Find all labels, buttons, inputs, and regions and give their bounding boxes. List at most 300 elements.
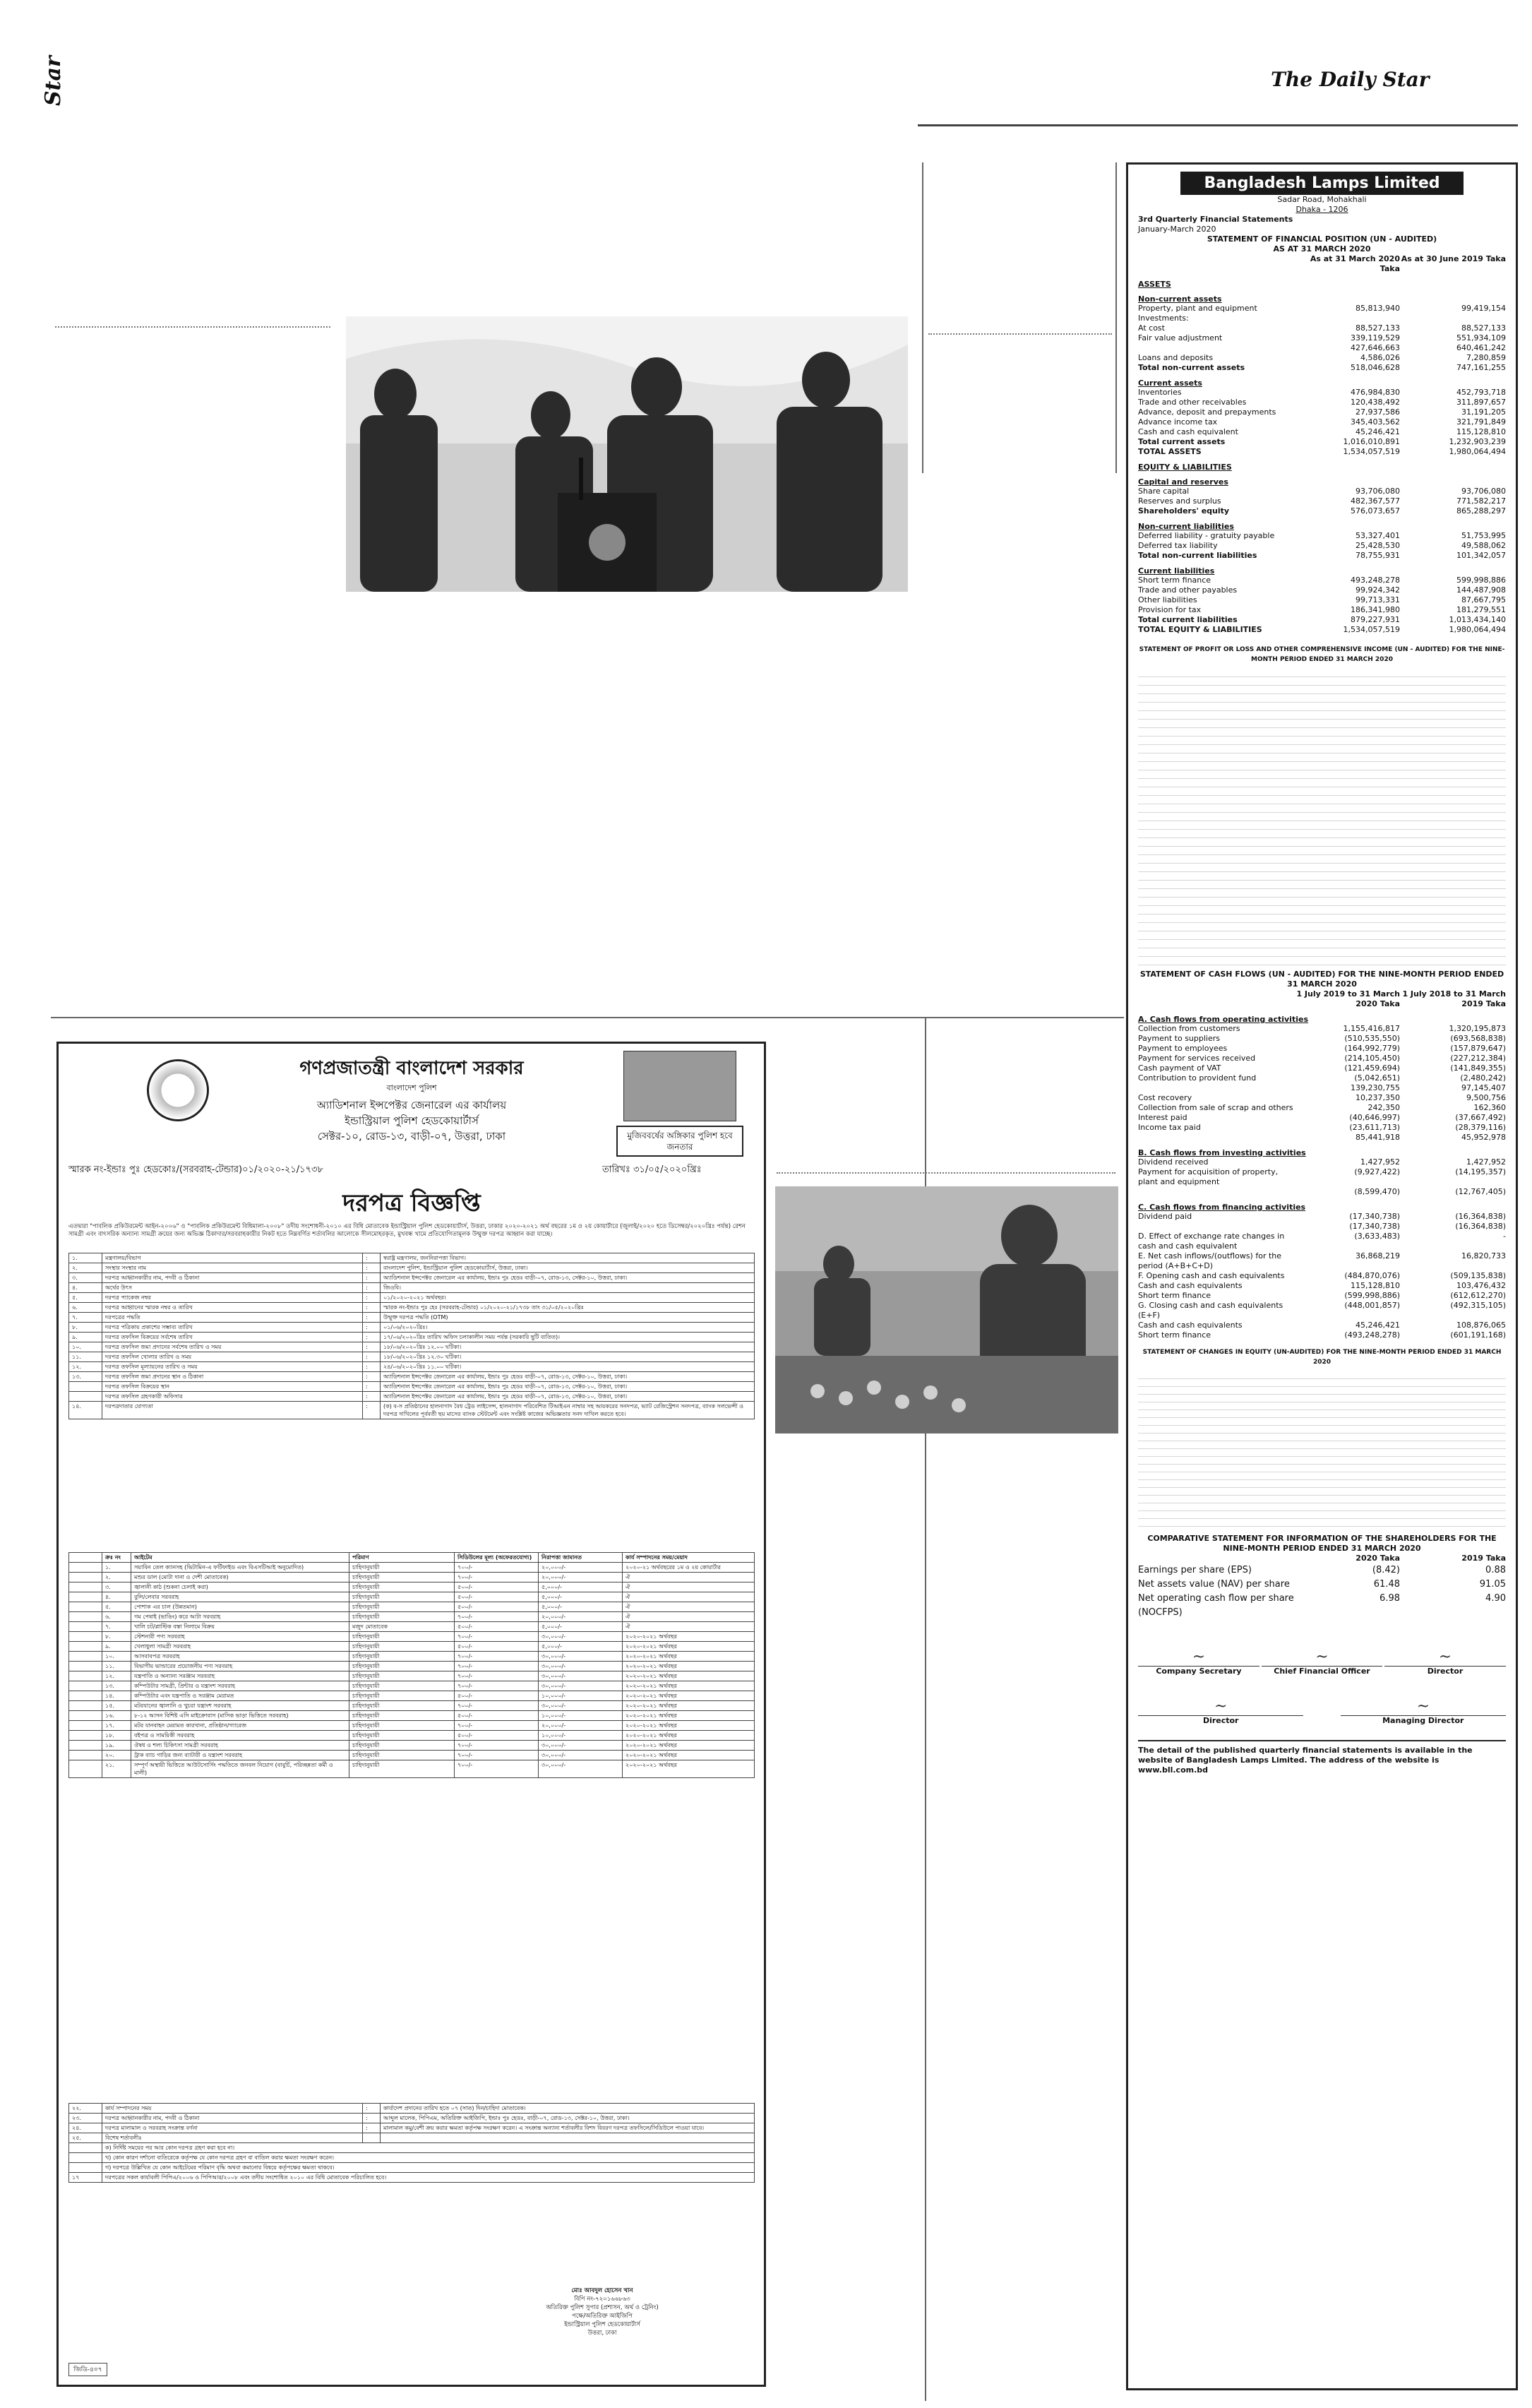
row-value: অ্যাডিশনাল ইন্সপেক্টর জেনারেল এর কার্যালয়, ইন্ডাঃ পুঃ হেডঃ বাড়ী-০৭, রোড-১৩, সেক্টর-১০, উত্তরা, ঢাকা। [383, 1275, 628, 1281]
row-value: 1,980,064,494 [1449, 625, 1506, 634]
item-no: ১৭. [102, 1721, 131, 1730]
row-value: 45,246,421 [1356, 427, 1400, 436]
row-value: দরপত্রের সকল কার্যাবলী পিপিএ/২০০৬ ও পিপিআর/২০০৮ এবং তদীয় সংশোধিত ২০১০ এর বিধি মোতাবেক পরিচালিত হবে। [105, 2174, 387, 2181]
row-label: সংস্থার সংস্থার নাম [102, 1263, 363, 1272]
row-separator: : [363, 1273, 381, 1282]
section-heading: Current assets [1138, 379, 1202, 388]
column-label: As at 31 March 2020 Taka [1310, 254, 1400, 273]
item-item: গম পেষাই (ভাঙিং) করে আটা সরবরাহ [131, 1612, 349, 1621]
item-no: ১৪. [102, 1691, 131, 1700]
item-price: ৭০০/- [455, 1573, 539, 1582]
item-qty: চাহিদানুযায়ী [349, 1701, 455, 1710]
notice-heading: দরপত্র বিজ্ঞপ্তি [342, 1189, 481, 1217]
row-value: 242,350 [1368, 1103, 1400, 1112]
item-price: ৫০০/- [455, 1592, 539, 1602]
row-label: Contribution to provident fund [1138, 1073, 1257, 1083]
financial-row [1138, 595, 1506, 605]
item-price: ৫০০/- [455, 1691, 539, 1700]
press-conference-photo [346, 316, 908, 592]
item-no: ৮. [102, 1632, 131, 1641]
pl-table-block [1138, 669, 1506, 965]
financial-row [1138, 605, 1506, 615]
item-row [69, 1563, 754, 1573]
comparative-row [1138, 1592, 1506, 1620]
row-number [69, 1392, 102, 1401]
item-no: ১৮. [102, 1731, 131, 1740]
row-value: 78,755,931 [1356, 551, 1400, 560]
row-label: Advance, deposit and prepayments [1138, 407, 1276, 417]
row-value: (448,001,857) [1344, 1301, 1400, 1310]
info-row [69, 1323, 754, 1333]
row-value: উন্মুক্ত দরপত্র পদ্ধতি (OTM) [383, 1314, 448, 1321]
row-spacer [69, 1602, 102, 1611]
row-spacer [69, 1662, 102, 1671]
financial-row [1138, 1093, 1506, 1103]
row-value: 88,527,133 [1356, 323, 1400, 333]
section-heading: Current liabilities [1138, 566, 1215, 576]
item-no: ১. [102, 1563, 131, 1572]
row-spacer [69, 1741, 102, 1750]
signers-row: ~ Company Secretary ~ Chief Financial Officer ~ Director [1138, 1648, 1506, 1676]
row-value: 4.90 [1485, 1593, 1506, 1604]
header-cell: পরিমাণ [349, 1553, 455, 1562]
row-number: ১. [69, 1253, 102, 1263]
row-label: Deferred tax liability [1138, 541, 1218, 550]
slogan-box: মুজিববর্ষের অঙ্গিকার পুলিশ হবে জনতার [616, 1126, 743, 1157]
row-value: অ্যাডিশনাল ইন্সপেক্টর জেনারেল এর কার্যালয়, ইন্ডাঃ পুঃ হেডঃ বাড়ী-০৭, রোড-১৩, সেক্টর-১০, উত্তরা, ঢাকা। [383, 1383, 628, 1390]
item-security: ২০,০০০/- [539, 1563, 623, 1572]
factory-workers-photo [775, 1186, 1118, 1434]
row-value: (8.42) [1372, 1565, 1400, 1575]
financial-row [1138, 1301, 1506, 1321]
section-heading: Capital and reserves [1138, 477, 1228, 487]
row-value: 771,582,217 [1456, 496, 1506, 506]
row-label: দরপত্র প্যাকেজ নম্বর [102, 1293, 363, 1302]
company-address: Sadar Road, Mohakhali [1277, 195, 1367, 204]
item-qty: চাহিদানুযায়ী [349, 1721, 455, 1730]
row-label: দরপত্র আহ্বানকারীর নাম, পদবী ও ঠিকানা [102, 2114, 363, 2123]
row-value: 115,128,810 [1456, 427, 1506, 436]
row-value: 85,441,918 [1356, 1133, 1400, 1142]
row-value: 103,476,432 [1456, 1281, 1506, 1290]
row-label: Trade and other payables [1138, 585, 1238, 595]
row-value: 25,428,530 [1356, 541, 1400, 550]
row-separator: : [363, 1283, 381, 1292]
row-value: (599,998,886) [1344, 1291, 1400, 1300]
row-label: Total current liabilities [1138, 615, 1238, 624]
item-no: ৩. [102, 1583, 131, 1592]
row-label: দরপত্র পত্রিকায় প্রকাশের সম্ভাব্য তারিখ [102, 1323, 363, 1332]
comp-title: COMPARATIVE STATEMENT FOR INFORMATION OF THE SHAREHOLDERS FOR THE NINE-MONTH PERIOD ENDED 31 MARCH 2020 [1147, 1534, 1497, 1553]
row-value: 93,706,080 [1461, 487, 1506, 496]
item-item: জ্বালানী কাঠ (শুকনা চেলাই করা) [131, 1583, 349, 1592]
row-label: দরপত্র তফসিল মূল্যায়নের তারিখ ও সময় [102, 1362, 363, 1371]
item-period: ২০২০-২০২১ অর্থবছর [626, 1643, 677, 1650]
row-value: 551,934,109 [1456, 333, 1506, 342]
item-price: ৫০০/- [455, 1622, 539, 1631]
item-qty: চাহিদানুযায়ী [349, 1681, 455, 1691]
row-value: 27,937,586 [1356, 407, 1400, 417]
financial-row [1138, 1232, 1506, 1251]
financial-row [1138, 447, 1506, 457]
item-no: ৭. [102, 1622, 131, 1631]
signer-title: Director [1138, 1715, 1303, 1726]
item-item: খালি চট/প্লাস্টিক বস্তা নিলামে বিক্রয় [131, 1622, 349, 1631]
row-label: Cash and cash equivalent [1138, 427, 1238, 436]
row-number: ৯. [69, 1333, 102, 1342]
item-qty: চাহিদানুযায়ী [349, 1583, 455, 1592]
row-number: ১৩. [69, 1372, 102, 1381]
row-number: ৫. [69, 1293, 102, 1302]
item-qty: চাহিদানুযায়ী [349, 1671, 455, 1681]
item-period: ২০২০-২০২১ অর্থবছর [626, 1693, 677, 1699]
row-number: ৭. [69, 1313, 102, 1322]
item-qty: চাহিদানুযায়ী [349, 1662, 455, 1671]
row-label: Short term finance [1138, 1330, 1211, 1340]
row-value: (121,459,694) [1344, 1063, 1400, 1073]
item-item: কম্পিউটার এবং যন্ত্রপাতি ও সরঞ্জাম মেরামত [131, 1691, 349, 1700]
row-value: (17,340,738) [1349, 1222, 1400, 1231]
item-qty: চাহিদানুযায়ী [349, 1731, 455, 1740]
row-separator: : [363, 1253, 381, 1263]
final-row [69, 2173, 754, 2183]
row-number: ১৭ [69, 2173, 102, 2182]
row-value: 4,586,026 [1360, 353, 1400, 362]
row-label: বিশেষ শর্তাবলীঃ [102, 2133, 363, 2142]
row-label: Dividend paid [1138, 1212, 1192, 1221]
dotted-separator [55, 326, 330, 328]
row-separator: : [363, 2114, 381, 2123]
financial-row [1138, 304, 1506, 314]
tender-notice-ad [56, 1042, 766, 2387]
row-value: 1,232,903,239 [1449, 437, 1506, 446]
row-value: 162,360 [1473, 1103, 1506, 1112]
row-separator: : [363, 1402, 381, 1419]
financial-row [1138, 1073, 1506, 1083]
row-label: Property, plant and equipment [1138, 304, 1257, 313]
row-label: কার্য সম্পাদনের সময় [102, 2104, 363, 2113]
row-spacer [69, 1612, 102, 1621]
item-security: ২০,০০০/- [539, 1573, 623, 1582]
cf-title: STATEMENT OF CASH FLOWS (UN - AUDITED) FOR THE NINE-MONTH PERIOD ENDED 31 MARCH 2020 [1139, 970, 1504, 989]
item-item: আসবাবপত্র সরবরাহ [131, 1652, 349, 1661]
item-period: ঐ [626, 1574, 630, 1580]
section-heading: A. Cash flows from operating activities [1138, 1015, 1308, 1024]
item-no: ১১. [102, 1662, 131, 1671]
row-value: (2,480,242) [1460, 1073, 1506, 1083]
condition-row [69, 2153, 754, 2163]
item-security: ৩০,০০০/- [539, 1751, 623, 1760]
item-security: ২০,০০০/- [539, 1721, 623, 1730]
row-spacer [69, 1681, 102, 1691]
row-number: ২. [69, 1263, 102, 1272]
financial-row [1138, 407, 1506, 417]
item-qty: চাহিদানুযায়ী [349, 1691, 455, 1700]
row-value: (509,135,838) [1450, 1271, 1506, 1280]
item-security: ৩০,০০০/- [539, 1632, 623, 1641]
row-number: ২৪. [69, 2123, 102, 2133]
financial-row [1138, 1024, 1506, 1034]
item-period: ২০২০-২০২১ অর্থবছর [626, 1663, 677, 1669]
row-label [1138, 1133, 1294, 1143]
row-label: দরপত্রদাতার যোগ্যতা [102, 1402, 363, 1419]
financial-row [1138, 1123, 1506, 1133]
item-period: ২০২০-২০২১ অর্থবছর [626, 1762, 677, 1768]
item-security: ৫,০০০/- [539, 1592, 623, 1602]
row-value: (9,927,422) [1354, 1167, 1400, 1176]
row-separator: : [363, 1293, 381, 1302]
item-qty: চাহিদানুযায়ী [349, 1632, 455, 1641]
row-value: (214,105,450) [1344, 1054, 1400, 1063]
row-value: (493,248,278) [1344, 1330, 1400, 1340]
item-period: ২০২০-২০২১ অর্থবছর [626, 1683, 677, 1689]
row-value: 49,588,062 [1461, 541, 1506, 550]
row-value: (492,315,105) [1450, 1301, 1506, 1310]
row-value: ০১/২০২০-২০২১ অর্থবছর। [383, 1294, 446, 1301]
info-row [69, 1263, 754, 1273]
item-row [69, 1691, 754, 1701]
report-period: January-March 2020 [1138, 225, 1216, 234]
item-security: ৩০,০০০/- [539, 1652, 623, 1661]
row-label: TOTAL EQUITY & LIABILITIES [1138, 625, 1262, 634]
cf-column-header [1138, 989, 1506, 1009]
item-price: ৭০০/- [455, 1741, 539, 1750]
row-label: মন্ত্রণালয়/বিভাগ [102, 1253, 363, 1263]
section-heading: C. Cash flows from financing activities [1138, 1203, 1306, 1212]
row-number: ১১. [69, 1352, 102, 1361]
item-period: ২০২০-২০২১ অর্থবছর [626, 1752, 677, 1758]
info-row [69, 1402, 754, 1419]
tail-row [69, 2123, 754, 2133]
financial-row [1138, 353, 1506, 363]
item-price: ৫০০/- [455, 1583, 539, 1592]
row-value: 6.98 [1380, 1593, 1400, 1604]
row-spacer [69, 1751, 102, 1760]
financial-row [1138, 1271, 1506, 1281]
row-separator: : [363, 1352, 381, 1361]
row-value: 186,341,980 [1351, 605, 1400, 614]
financial-row [1138, 437, 1506, 447]
row-value: - [1503, 1232, 1506, 1241]
row-value: 1,427,952 [1466, 1157, 1506, 1167]
item-item: ট্রাক ব্যাচ গাড়ির জন্য ব্যাটারী ও যন্ত্রাংশ সরবরাহ [131, 1751, 349, 1760]
item-item: ৮-১২ আসন বিশিষ্ট এসি মাইক্রোবাস (মাসিক ভাড়া ভিত্তিতে সরবরাহ) [131, 1711, 349, 1720]
row-separator: : [363, 2104, 381, 2113]
financial-row [1138, 1187, 1506, 1197]
row-label: Net assets value (NAV) per share [1138, 1579, 1290, 1590]
row-value: আব্দুল মালেক, পিপিএম, অতিরিক্ত আইজিপি, ইন্ডাঃ পুঃ হেডঃ, বাড়ী-০৭, রোড-১৩, সেক্টর-১০, উত্তরা, ঢাকা। [383, 2115, 630, 2121]
row-separator: : [363, 1263, 381, 1272]
row-value: (16,364,838) [1455, 1212, 1506, 1221]
row-value: 181,279,551 [1456, 605, 1506, 614]
comparative-row [1138, 1578, 1506, 1592]
row-value: (40,646,997) [1349, 1113, 1400, 1122]
row-spacer [69, 1632, 102, 1641]
item-price: ৭০০/- [455, 1563, 539, 1572]
row-separator: : [363, 1392, 381, 1401]
org-line: অ্যাডিশনাল ইন্সপেক্টর জেনারেল এর কার্যালয় [316, 1099, 507, 1111]
dotted-separator [928, 333, 1112, 335]
item-security: ৩০,০০০/- [539, 1701, 623, 1710]
row-value: 139,230,755 [1351, 1083, 1400, 1092]
row-label: Payment to employees [1138, 1044, 1228, 1053]
item-no: ২০. [102, 1751, 131, 1760]
row-value: 45,246,421 [1356, 1321, 1400, 1330]
financial-row [1138, 343, 1506, 353]
info-row [69, 1352, 754, 1362]
row-number: ১৪. [69, 1402, 102, 1419]
financial-row [1138, 388, 1506, 398]
item-period: ২০২০-২০২১ অর্থবছর [626, 1673, 677, 1679]
info-row [69, 1293, 754, 1303]
dotted-separator [777, 1172, 1115, 1174]
item-item: যন্ত্রপাতি ও অন্যান্য সরঞ্জাম সরবরাহ [131, 1671, 349, 1681]
signer-title: Chief Financial Officer [1262, 1666, 1383, 1676]
header-cell: আইটেম [131, 1553, 349, 1562]
item-price: ৫০০/- [455, 1731, 539, 1740]
row-value: (5,042,651) [1354, 1073, 1400, 1083]
financial-row [1138, 1281, 1506, 1291]
item-period: ঐ [626, 1604, 630, 1610]
item-row [69, 1751, 754, 1760]
item-security: ৫,০০০/- [539, 1583, 623, 1592]
item-price: ৭০০/- [455, 1701, 539, 1710]
info-row [69, 1382, 754, 1392]
item-item: সম্পূর্ণ অস্থায়ী ভিত্তিতে আউটসোর্সিং পদ্ধতিতে জনবল নিয়োগ (বাবুর্চি, পরিচ্ছন্নতা কর্মী ও মালী) [131, 1760, 349, 1777]
row-value: (37,667,492) [1455, 1113, 1506, 1122]
item-row [69, 1721, 754, 1731]
eq-title: STATEMENT OF CHANGES IN EQUITY (UN-AUDITED) FOR THE NINE-MONTH PERIOD ENDED 31 MARCH 2020 [1142, 1349, 1502, 1366]
info-row [69, 1372, 754, 1382]
item-price: ৭০০/- [455, 1632, 539, 1641]
row-spacer [69, 1563, 102, 1572]
item-security: ৩০,০০০/- [539, 1741, 623, 1750]
row-value: ২৪/০৬/২০২০খ্রিঃ ১১.০০ ঘটিকা। [383, 1364, 462, 1370]
row-value: 61.48 [1373, 1579, 1400, 1590]
row-label: Reserves and surplus [1138, 496, 1221, 506]
row-value: 1,427,952 [1360, 1157, 1400, 1167]
row-label: Dividend received [1138, 1157, 1209, 1167]
item-qty: চাহিদানুযায়ী [349, 1642, 455, 1651]
row-value: 93,706,080 [1356, 487, 1400, 496]
row-value: (612,612,270) [1450, 1291, 1506, 1300]
row-value: স্মারক নং-ইন্ডাঃ পুঃ হেঃ (সরবরাহ-টেন্ডার) ০১/২০২০-২১/১৭৩৮ তাং ৩১/০৫/২০২০খ্রিঃ [383, 1304, 584, 1311]
row-label: দরপত্র মালামাল ও সরবরাহ সংক্রান্ত বর্ণনা [102, 2123, 363, 2133]
star-logo: Star [41, 56, 66, 106]
item-security: ৫,০০০/- [539, 1642, 623, 1651]
row-label: Payment to suppliers [1138, 1034, 1220, 1043]
row-label: Earnings per share (EPS) [1138, 1565, 1252, 1575]
tender-title: গণপ্রজাতন্ত্রী বাংলাদেশ সরকার [299, 1058, 524, 1079]
item-qty: চাহিদানুযায়ী [349, 1612, 455, 1621]
row-label: Inventories [1138, 388, 1182, 397]
item-period: ২০২০-২০২১ অর্থবছর [626, 1722, 677, 1729]
row-label: Net operating cash flow per share (NOCFPS) [1138, 1593, 1294, 1618]
row-value: 51,753,995 [1461, 531, 1506, 540]
row-value: (23,611,713) [1349, 1123, 1400, 1132]
items-table [68, 1552, 755, 1778]
row-separator: : [363, 1362, 381, 1371]
item-no: ৯. [102, 1642, 131, 1651]
tail-row [69, 2114, 754, 2123]
tail-table [68, 2103, 755, 2183]
item-period: ২০২০-২০২১ অর্থবছর [626, 1703, 677, 1709]
row-label: Cash and cash equivalents [1138, 1321, 1243, 1330]
row-label: Shareholders' equity [1138, 506, 1230, 515]
item-item: সয়াবিন তেল ক্যানসহ (ভিটামিন-এ ফর্টিফাইড এবং বিএসটিআই অনুমোদিত) [131, 1563, 349, 1572]
row-number: ৬. [69, 1303, 102, 1312]
row-value: 99,713,331 [1356, 595, 1400, 604]
row-label: Cash and cash equivalents [1138, 1281, 1243, 1290]
company-address: Dhaka - 1206 [1295, 205, 1348, 214]
item-row [69, 1632, 754, 1642]
financial-row [1138, 496, 1506, 506]
item-period: ২০২০-২০২১ অর্থবছর [626, 1732, 677, 1739]
condition-text: ক) নির্দিষ্ট সময়ের পর আর কোন দরপত্র গ্রহণ করা হবে না। [105, 2145, 235, 2151]
org-line: সেক্টর-১০, রোড-১৩, বাড়ী-০৭, উত্তরা, ঢাকা [317, 1130, 506, 1143]
row-value: জিওবি। [383, 1285, 401, 1291]
info-row [69, 1333, 754, 1342]
row-label: Cash payment of VAT [1138, 1063, 1221, 1073]
financial-row [1138, 1103, 1506, 1113]
financial-row [1138, 1291, 1506, 1301]
row-number: ৪. [69, 1283, 102, 1292]
financial-row [1138, 1044, 1506, 1054]
row-label: Total non-current assets [1138, 363, 1245, 372]
row-label: Other liabilities [1138, 595, 1197, 604]
financial-row [1138, 427, 1506, 437]
row-label [1138, 343, 1294, 353]
section-heading: EQUITY & LIABILITIES [1138, 463, 1232, 472]
row-value: 518,046,628 [1351, 363, 1400, 372]
row-label: Collection from customers [1138, 1024, 1240, 1033]
row-value: 120,438,492 [1351, 398, 1400, 407]
row-value: (164,992,779) [1344, 1044, 1400, 1053]
item-price: ৭০০/- [455, 1751, 539, 1760]
row-label: Short term finance [1138, 576, 1211, 585]
sofp-column-header [1138, 254, 1506, 274]
item-no: ১৩. [102, 1681, 131, 1691]
item-row [69, 1592, 754, 1602]
row-value: 7,280,859 [1466, 353, 1506, 362]
column-divider [922, 162, 923, 473]
row-label: Loans and deposits [1138, 353, 1214, 362]
item-security: ২০,০০০/- [539, 1612, 623, 1621]
row-value: 91.05 [1479, 1579, 1506, 1590]
row-value [1294, 314, 1400, 323]
row-value: ১৭/০৬/২০২০খ্রিঃ তারিখ অফিস চলাকালীন সময় পর্যন্ত (সরকারি ছুটি ব্যতিত)। [383, 1334, 560, 1340]
section-heading: Non-current assets [1138, 294, 1222, 304]
row-label: দরপত্র আহ্বানের স্মারক নম্বর ও তারিখ [102, 1303, 363, 1312]
item-no: ৬. [102, 1612, 131, 1621]
section-heading: B. Cash flows from investing activities [1138, 1148, 1306, 1157]
notice-intro: এতদ্বারা "পাবলিক প্রকিউরমেন্ট আইন-২০০৬" ও "পাবলিক প্রকিউরমেন্ট বিধিমালা-২০০৮" তদীয় সংশোধনী-২০১০ এর বিধি মোতাবেক ইন্ডাস্ট্রিয়াল পুলিশ হেডকোয়ার্টার্স, উত্তরা, ঢাকার ২০২০-২০২১ অর্থ বছরের ১ম ও ২য় কোয়ার্টারে (জুলাই/২০২০ হতে ডিসেম্বর/২০২০খ্রিঃ পর্যন্ত) রেশন সামগ্রী এবং বাৎসরিক অন্যান্য সামগ্রী ক্রয়ের জন্য অভিজ্ঞ ঠিকাদার/সরবরাহকারীর নিকট হতে নিম্নবর্ণিত শর্তাবলির আলোকে সীলমোহরকৃত, মুখবন্ধ খামে প্রতিযোগিতামূলক উন্মুক্ত দরপত্র আহ্বান করা যাচ্ছে। [68, 1223, 746, 1238]
row-value: 115,128,810 [1351, 1281, 1400, 1290]
row-label: Deferred liability - gratuity payable [1138, 531, 1275, 540]
signature-line: বিপি নং-৭২০১৬৬৮৬৩ [574, 2296, 630, 2303]
comp-column-header [1138, 1554, 1506, 1563]
row-value: 0.88 [1485, 1565, 1506, 1575]
row-spacer [69, 1573, 102, 1582]
row-number: ৩. [69, 1273, 102, 1282]
condition-text: গ) দরপত্রে উল্লিখিত যে কোন আইটেমের পরিমাণ বৃদ্ধি অথবা কমানোর বিষয়ে কর্তৃপক্ষের ক্ষমতা থাকবে। [105, 2164, 335, 2171]
row-number: ১০. [69, 1342, 102, 1352]
item-qty: চাহিদানুযায়ী [349, 1573, 455, 1582]
financial-row [1138, 1034, 1506, 1044]
row-value: 879,227,931 [1351, 615, 1400, 624]
row-value: (17,340,738) [1349, 1212, 1400, 1221]
row-number: ২৫. [69, 2133, 102, 2142]
